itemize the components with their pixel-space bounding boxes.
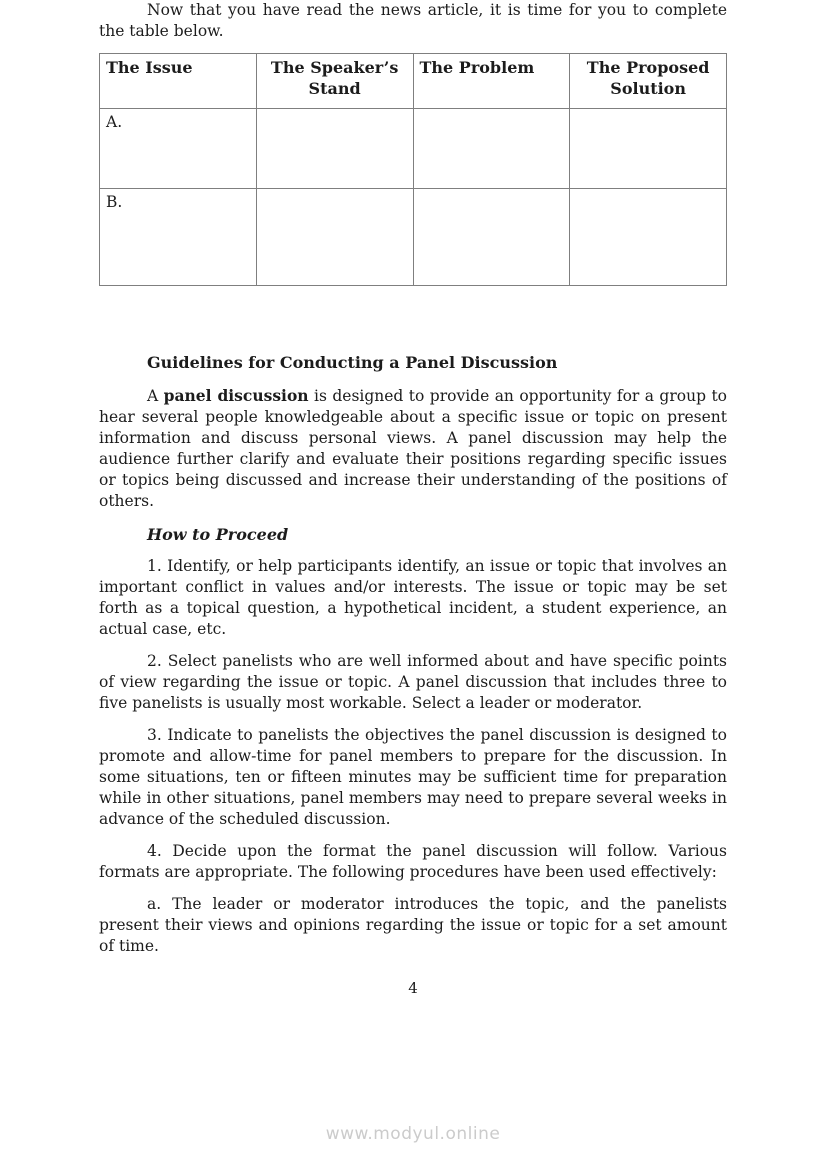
empty-cell bbox=[256, 189, 413, 286]
header-cell-issue: The Issue bbox=[100, 54, 257, 109]
table-header-row bbox=[100, 54, 727, 109]
page-number: 4 bbox=[408, 979, 418, 997]
step-paragraph-2: 2. Select panelists who are well informed about and have specific points of view regarding the issue or topic. A panel discussion that includes three to five panelists is usually most workable. Select a leader or moderator. bbox=[99, 652, 727, 712]
header-cell-proposed-solution: The Proposed Solution bbox=[570, 54, 727, 109]
step-paragraph-3: 3. Indicate to panelists the objectives the panel discussion is designed to promote and allow-time for panel members to prepare for the discussion. In some situations, ten or fifteen minutes may be sufficient time for preparation while in other situations, panel members may need to prepare several weeks in advance of the scheduled discussion. bbox=[99, 726, 727, 828]
substep-paragraph-a: a. The leader or moderator introduces the topic, and the panelists present their views and opinions regarding the issue or topic for a set amount of time. bbox=[99, 895, 727, 955]
step-paragraph-4: 4. Decide upon the format the panel discussion will follow. Various formats are appropriate. The following procedures have been used effectively: bbox=[99, 842, 727, 881]
header-cell-problem: The Problem bbox=[413, 54, 570, 109]
watermark: www.modyul.online bbox=[325, 1124, 501, 1144]
guidelines-paragraph bbox=[99, 385, 727, 512]
empty-cell bbox=[256, 109, 413, 189]
guidelines-heading: Guidelines for Conducting a Panel Discussion bbox=[147, 353, 558, 372]
empty-cell bbox=[413, 189, 570, 286]
row-label-cell: A. bbox=[100, 109, 257, 189]
step-paragraph-1: 1. Identify, or help participants identify, an issue or topic that involves an important conflict in values and/or interests. The issue or topic may be set forth as a topical question, a hypothetical incident, a student experience, an actual case, etc. bbox=[99, 557, 727, 638]
issues-table bbox=[99, 53, 727, 286]
page-content bbox=[99, 0, 727, 997]
intro-paragraph: Now that you have read the news article, it is time for you to complete the table below. bbox=[99, 1, 727, 40]
table-row bbox=[100, 189, 727, 286]
table-row bbox=[100, 109, 727, 189]
how-to-proceed-heading: How to Proceed bbox=[147, 525, 289, 544]
empty-cell bbox=[570, 109, 727, 189]
guidelines-text-rest: is designed to provide an opportunity for a group to hear several people knowledgeable about a specific issue or topic on present information and discuss personal views. A panel discussion may help the audience further clarify and evaluate their positions regarding specific issues or topics being discussed and increase their understanding of the positions of others. bbox=[99, 387, 727, 510]
empty-cell bbox=[570, 189, 727, 286]
row-label-cell: B. bbox=[100, 189, 257, 286]
empty-cell bbox=[413, 109, 570, 189]
header-cell-speakers-stand: The Speaker’s Stand bbox=[256, 54, 413, 109]
panel-discussion-term: panel discussion bbox=[163, 386, 309, 405]
guidelines-text-prefix: A bbox=[147, 387, 164, 405]
